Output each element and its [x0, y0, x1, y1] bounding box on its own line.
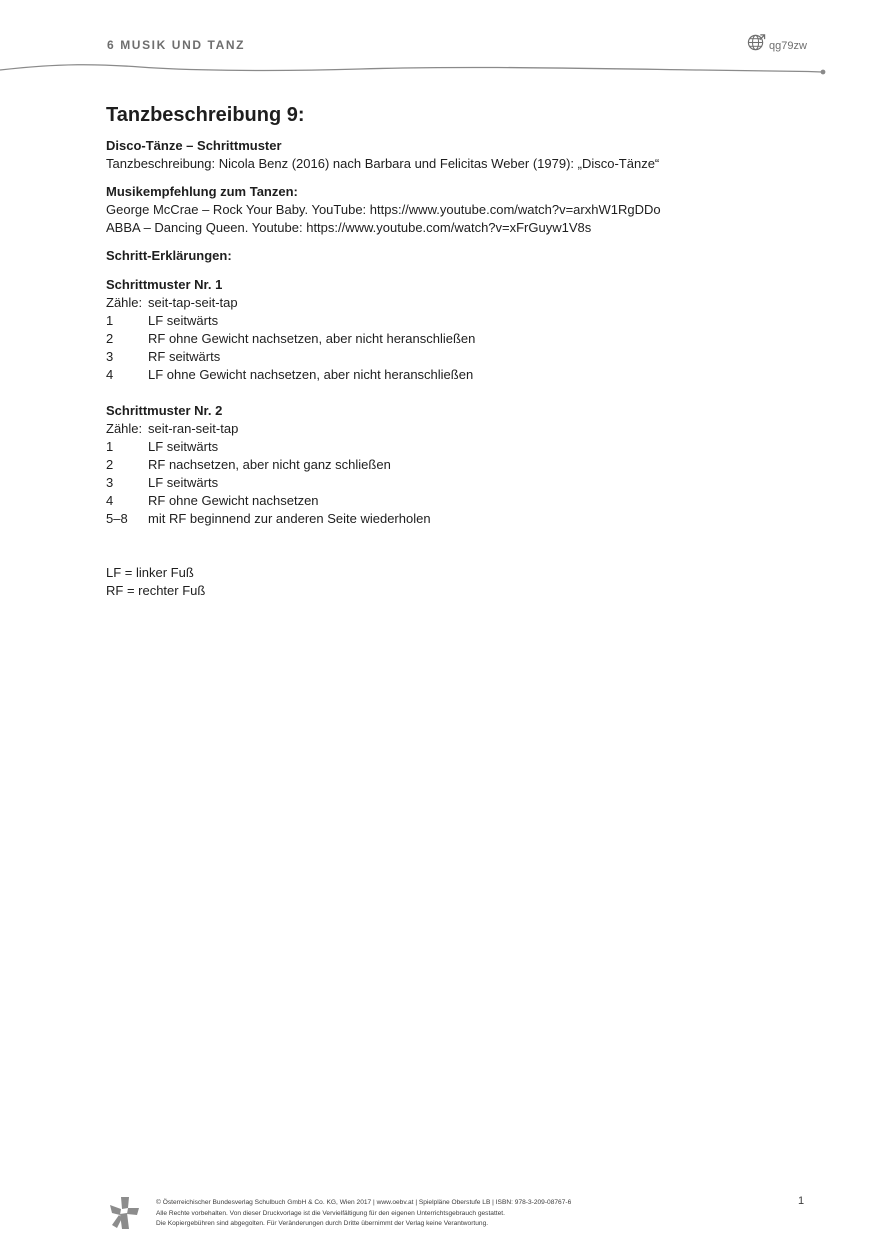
step-text: RF nachsetzen, aber nicht ganz schließen: [148, 457, 391, 472]
credit-line: Tanzbeschreibung: Nicola Benz (2016) nach Barbara und Felicitas Weber (1979): „Disco-Tänze“: [106, 156, 660, 171]
pattern-2: [106, 402, 826, 528]
music-heading: Musikempfehlung zum Tanzen:: [106, 184, 298, 199]
legend: [106, 564, 826, 600]
pattern-title: Schrittmuster Nr. 2: [106, 403, 223, 418]
pattern-1: [106, 276, 826, 384]
step-text: RF ohne Gewicht nachsetzen: [148, 493, 319, 508]
online-code-link[interactable]: [747, 33, 807, 52]
step-row: [106, 330, 826, 348]
step-number: 2: [106, 457, 114, 472]
count-line: [106, 420, 826, 438]
footer-line: © Österreichischer Bundesverlag Schulbuch GmbH & Co. KG, Wien 2017 | www.oebv.at | Spielpläne Oberstufe LB | ISBN: 978-3-209-08767-6: [156, 1199, 572, 1206]
footer-line: Alle Rechte vorbehalten. Von dieser Druckvorlage ist die Vervielfältigung für den eigenen Unterrichtsgebrauch gestattet.: [156, 1209, 505, 1217]
count-value: seit-tap-seit-tap: [148, 295, 238, 310]
publisher-logo-icon: [108, 1195, 140, 1231]
step-row: [106, 492, 826, 510]
step-number: 3: [106, 349, 114, 364]
copyright-notice: [156, 1198, 571, 1230]
legend-item: LF = linker Fuß: [106, 565, 194, 580]
music-item: ABBA – Dancing Queen. Youtube: https://www.youtube.com/watch?v=xFrGuyw1V8s: [106, 220, 592, 235]
count-line: [106, 294, 826, 312]
music-item: George McCrae – Rock Your Baby. YouTube: https://www.youtube.com/watch?v=arxhW1RgDDo: [106, 202, 661, 217]
chapter-heading: 6 MUSIK UND TANZ: [107, 38, 246, 52]
count-value: seit-ran-seit-tap: [148, 421, 239, 436]
document-body: [106, 102, 826, 600]
step-text: LF seitwärts: [148, 439, 219, 454]
step-number: 4: [106, 367, 114, 382]
subtitle: Disco-Tänze – Schrittmuster: [106, 138, 282, 153]
step-row: [106, 312, 826, 330]
count-label: Zähle:: [106, 295, 143, 310]
step-number: 3: [106, 475, 114, 490]
step-text: LF ohne Gewicht nachsetzen, aber nicht heranschließen: [148, 367, 474, 382]
step-row: [106, 510, 826, 528]
legend-item: RF = rechter Fuß: [106, 583, 206, 598]
count-label: Zähle:: [106, 421, 143, 436]
step-number: 1: [106, 439, 114, 454]
step-row: [106, 456, 826, 474]
step-number: 1: [106, 313, 114, 328]
step-text: LF seitwärts: [148, 313, 219, 328]
step-text: LF seitwärts: [148, 475, 219, 490]
step-text: RF ohne Gewicht nachsetzen, aber nicht heranschließen: [148, 331, 476, 346]
footer-line: Die Kopiergebühren sind abgegolten. Für Veränderungen durch Dritte übernimmt der Verlag keine Verantwortung.: [156, 1220, 489, 1227]
step-number: 4: [106, 493, 114, 508]
pattern-title: Schrittmuster Nr. 1: [106, 277, 223, 292]
step-row: [106, 474, 826, 492]
step-row: [106, 348, 826, 366]
globe-link-icon: [747, 33, 766, 52]
step-row: [106, 366, 826, 384]
online-code: qg79zw: [769, 39, 807, 52]
header-divider: [0, 60, 890, 80]
page-title: Tanzbeschreibung 9:: [106, 104, 305, 126]
steps-heading: Schritt-Erklärungen:: [106, 248, 232, 263]
step-text: RF seitwärts: [148, 349, 221, 364]
page-number: 1: [798, 1195, 805, 1207]
step-number: 5–8: [106, 511, 128, 526]
step-number: 2: [106, 331, 114, 346]
step-text: mit RF beginnend zur anderen Seite wiederholen: [148, 511, 431, 526]
step-row: [106, 438, 826, 456]
